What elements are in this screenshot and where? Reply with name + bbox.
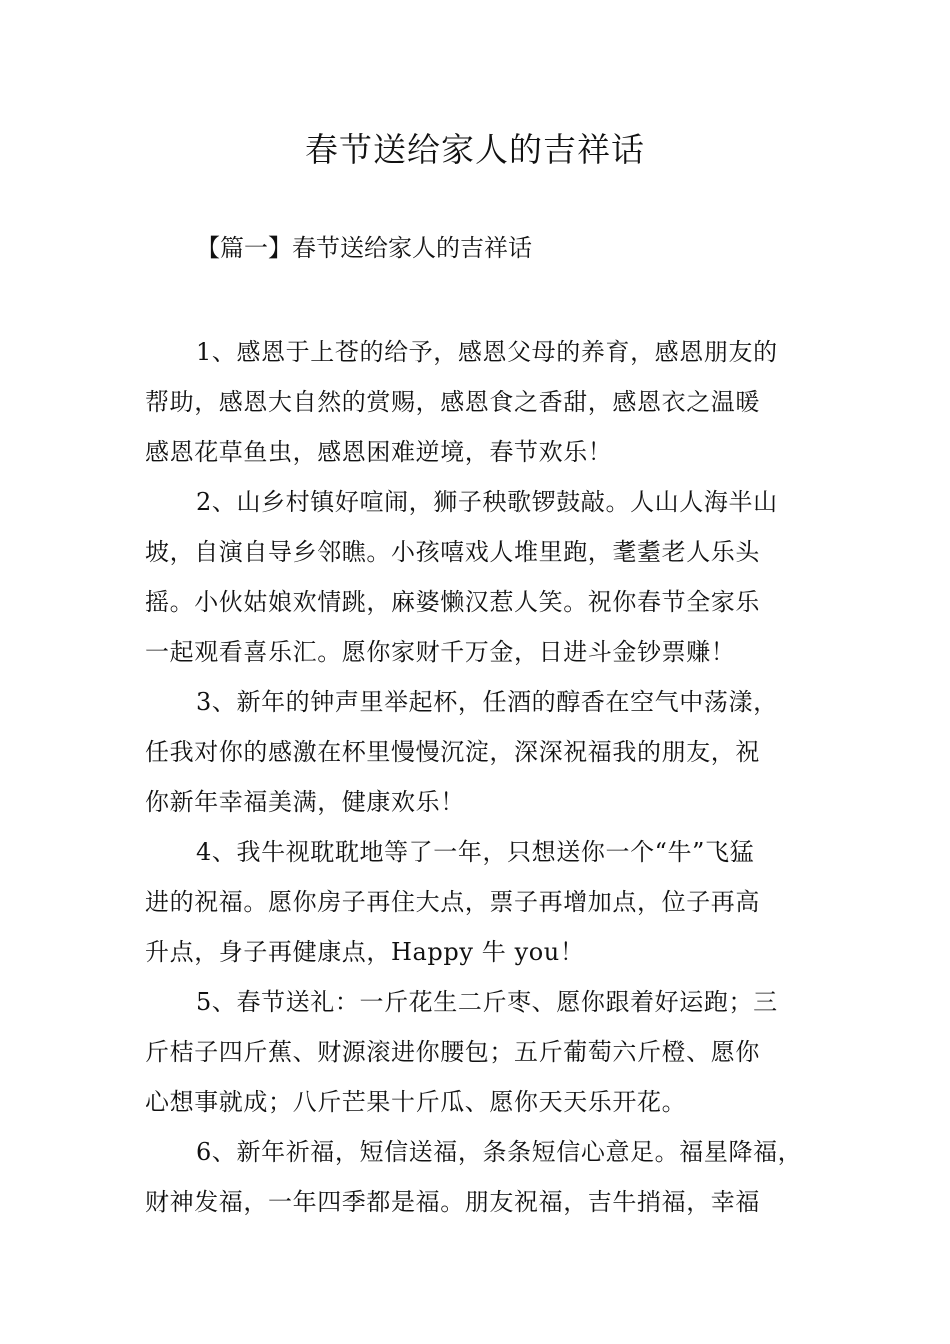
paragraph-6 xyxy=(145,1127,825,1227)
paragraph-1 xyxy=(145,327,825,477)
paragraph-5 xyxy=(145,977,825,1127)
text-line: 进的祝福。愿你房子再住大点，票子再增加点，位子再高 xyxy=(145,888,760,916)
text-line: 摇。小伙姑娘欢情跳，麻婆懒汉惹人笑。祝你春节全家乐 xyxy=(145,588,760,616)
text-line: 坡，自演自导乡邻瞧。小孩嘻戏人堆里跑，耄耋老人乐头 xyxy=(145,538,760,566)
text-line: 心想事就成；八斤芒果十斤瓜、愿你天天乐开花。 xyxy=(145,1088,687,1116)
text-line: 5、春节送礼：一斤花生二斤枣、愿你跟着好运跑；三 xyxy=(196,988,778,1016)
text-line: 升点，身子再健康点，Happy 牛 you！ xyxy=(145,938,585,966)
text-line: 2、山乡村镇好喧闹，狮子秧歌锣鼓敲。人山人海半山 xyxy=(196,488,778,516)
section-heading: 【篇一】春节送给家人的吉祥话 xyxy=(196,234,532,262)
document-title: 春节送给家人的吉祥话 xyxy=(305,130,645,169)
text-line: 任我对你的感激在杯里慢慢沉淀，深深祝福我的朋友，祝 xyxy=(145,738,760,766)
text-line: 斤桔子四斤蕉、财源滚进你腰包；五斤葡萄六斤橙、愿你 xyxy=(145,1038,760,1066)
paragraph-3 xyxy=(145,677,825,827)
text-line: 6、新年祈福，短信送福，条条短信心意足。福星降福， xyxy=(196,1138,803,1166)
text-line: 感恩花草鱼虫，感恩困难逆境，春节欢乐！ xyxy=(145,438,613,466)
text-line: 3、新年的钟声里举起杯，任酒的醇香在空气中荡漾， xyxy=(196,688,778,716)
text-line: 你新年幸福美满，健康欢乐！ xyxy=(145,788,465,816)
text-line: 帮助，感恩大自然的赏赐，感恩食之香甜，感恩衣之温暖 xyxy=(145,388,760,416)
text-line: 一起观看喜乐汇。愿你家财千万金，日进斗金钞票赚！ xyxy=(145,638,736,666)
text-line: 财神发福，一年四季都是福。朋友祝福，吉牛捎福，幸福 xyxy=(145,1188,760,1216)
text-line: 4、我牛视耽耽地等了一年，只想送你一个“牛”飞猛 xyxy=(196,838,755,866)
document-body xyxy=(145,327,825,1227)
text-line: 1、感恩于上苍的给予，感恩父母的养育，感恩朋友的 xyxy=(196,338,778,366)
paragraph-2 xyxy=(145,477,825,677)
paragraph-4 xyxy=(145,827,825,977)
